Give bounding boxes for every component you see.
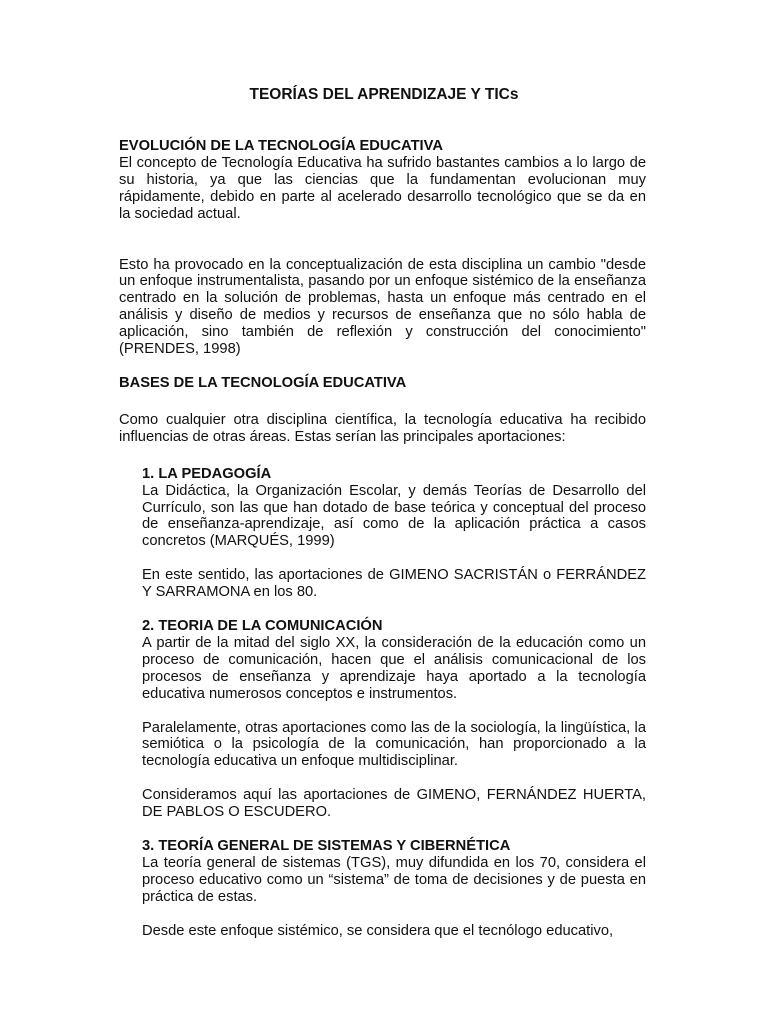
section-paragraph: La Didáctica, la Organización Escolar, y demás Teorías de Desarrollo del Currículo, son las que han dotado de base teórica y conceptual del proceso de enseñanza-aprendizaje, así como de la aplicación práctica a casos concretos (MARQUÉS, 1999) [142, 482, 646, 550]
bases-paragraph: Como cualquier otra disciplina científica, la tecnología educativa ha recibido influencias de otras áreas. Estas serían las principales aportaciones: [119, 411, 646, 445]
document-body [119, 138, 646, 940]
section-paragraph: La teoría general de sistemas (TGS), muy difundida en los 70, considera el proceso educativo como un “sistema” de toma de decisiones y de puesta en práctica de estas. [142, 855, 646, 905]
intro-paragraph-1: El concepto de Tecnología Educativa ha sufrido bastantes cambios a lo largo de su historia, ya que las ciencias que la fundamentan evolucionan muy rápidamente, debido en parte al acelerado desarrollo tecnológico que se da en la sociedad actual. [119, 154, 646, 222]
section-pedagogia [142, 466, 646, 601]
section-paragraph: En este sentido, las aportaciones de GIMENO SACRISTÁN o FERRÁNDEZ Y SARRAMONA en los 80. [142, 567, 646, 601]
section-title: 3. TEORÍA GENERAL DE SISTEMAS Y CIBERNÉTICA [142, 838, 511, 855]
intro-paragraph-2: Esto ha provocado en la conceptualización de esta disciplina un cambio "desde un enfoque instrumentalista, pasando por un enfoque sistémico de la enseñanza centrado en la solución de problemas, hasta un enfoque más centrado en el análisis y diseño de medios y recursos de enseñanza que no sólo habla de aplicación, sino también de reflexión y construcción del conocimiento" (PRENDES, 1998) [119, 256, 646, 358]
section-sistemas [142, 838, 646, 940]
section-comunicacion [142, 618, 646, 821]
bases-heading: BASES DE LA TECNOLOGÍA EDUCATIVA [119, 374, 407, 391]
document-title: TEORÍAS DEL APRENDIZAJE Y TICs [249, 86, 519, 103]
section-paragraph: A partir de la mitad del siglo XX, la consideración de la educación como un proceso de comunicación, hacen que el análisis comunicacional de los procesos de enseñanza y aprendizaje haya aportado a la tecnología educativa numerosos conceptos e instrumentos. [142, 634, 646, 702]
intro-heading: EVOLUCIÓN DE LA TECNOLOGÍA EDUCATIVA [119, 138, 443, 154]
section-paragraph: Consideramos aquí las aportaciones de GIMENO, FERNÁNDEZ HUERTA, DE PABLOS O ESCUDERO. [142, 787, 646, 821]
section-paragraph: Paralelamente, otras aportaciones como las de la sociología, la lingüística, la semiótica o la psicología de la comunicación, han proporcionado a la tecnología educativa un enfoque multidisciplinar. [142, 719, 646, 770]
section-title: 2. TEORIA DE LA COMUNICACIÓN [142, 618, 383, 635]
section-paragraph: Desde este enfoque sistémico, se considera que el tecnólogo educativo, [142, 922, 614, 939]
section-title: 1. LA PEDAGOGÍA [142, 465, 272, 482]
